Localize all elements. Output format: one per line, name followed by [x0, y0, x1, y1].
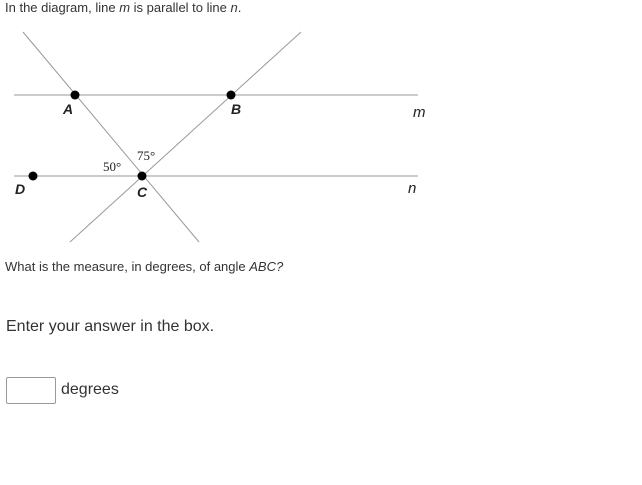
- label-line-n: n: [408, 180, 417, 197]
- prompt-text-3: .: [237, 0, 242, 15]
- instruction-text: Enter your answer in the box.: [6, 318, 215, 335]
- point-d: [29, 172, 38, 181]
- label-a: A: [63, 101, 74, 117]
- transversal-ac: [23, 32, 199, 242]
- prompt-text-1: In the diagram, line: [5, 0, 120, 15]
- answer-input[interactable]: [6, 377, 56, 404]
- point-a: [71, 91, 80, 100]
- label-c: C: [137, 184, 148, 200]
- unit-label: degrees: [61, 381, 119, 398]
- point-c: [138, 172, 147, 181]
- label-line-m: m: [413, 104, 426, 121]
- prompt-line-m: m: [119, 0, 131, 15]
- label-d: D: [15, 181, 26, 197]
- question-angle-name: ABC?: [249, 259, 284, 274]
- question-text-1: What is the measure, in degrees, of angle: [5, 259, 250, 274]
- transversal-bc: [70, 32, 301, 242]
- prompt-line-n: n: [230, 0, 238, 15]
- angle-label-50: 50°: [103, 159, 122, 174]
- point-b: [227, 91, 236, 100]
- label-b: B: [231, 101, 242, 117]
- prompt-text-2: is parallel to line: [130, 0, 231, 15]
- question-text: [5, 259, 283, 275]
- angle-label-75: 75°: [137, 148, 156, 163]
